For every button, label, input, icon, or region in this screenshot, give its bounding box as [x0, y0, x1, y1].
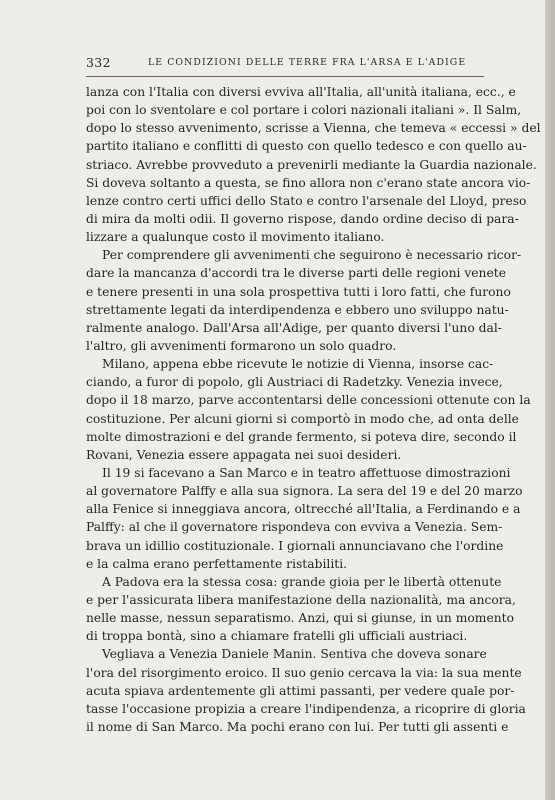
text-line: Per comprendere gli avvenimenti che seguirono è necessario ricor- [102, 248, 522, 263]
text-line: di mira da molti odii. Il governo rispose, dando ordine deciso di para- [86, 211, 519, 226]
text-line: Milano, appena ebbe ricevute le notizie di Vienna, insorse cac- [102, 357, 494, 372]
text-line: molte dimostrazioni e del grande fermento, si poteva dire, secondo il [86, 429, 517, 444]
text-line: acuta spiava ardentemente gli attimi passanti, per vedere quale por- [86, 683, 515, 698]
text-line: alla Fenice si inneggiava ancora, oltrecché all'Italia, a Ferdinando e a [86, 502, 521, 517]
text-line: Rovani, Venezia essere appagata nei suoi desideri. [86, 447, 402, 462]
text-line: ralmente analogo. Dall'Arsa all'Adige, per quanto diversi l'uno dal- [86, 320, 502, 335]
page-header [86, 52, 484, 74]
text-line: striaco. Avrebbe provveduto a prevenirli mediante la Guardia nazionale. [86, 157, 537, 172]
text-line: Palffy: al che il governatore rispondeva con evviva a Venezia. Sem- [86, 520, 503, 535]
text-line: l'altro, gli avvenimenti formarono un solo quadro. [86, 338, 397, 353]
text-line: lanza con l'Italia con diversi evviva all'Italia, all'unità italiana, ecc., e [86, 85, 516, 99]
running-title: LE CONDIZIONI DELLE TERRE FRA L'ARSA E L'ADIGE [148, 57, 467, 68]
text-line: ciando, a furor di popolo, gli Austriaci di Radetzky. Venezia invece, [86, 375, 503, 390]
text-line: dare la mancanza d'accordi tra le diverse parti delle regioni venete [86, 266, 506, 281]
text-line: Il 19 si facevano a San Marco e in teatro affettuose dimostrazioni [102, 465, 511, 480]
header-rule [86, 76, 484, 77]
text-line: e tenere presenti in una sola prospettiva tutti i loro fatti, che furono [86, 284, 511, 299]
body-text [86, 83, 541, 736]
text-line: al governatore Palffy e alla sua signora. La sera del 19 e del 20 marzo [86, 484, 523, 499]
text-line: brava un idillio costituzionale. I giornali annunciavano che l'ordine [86, 538, 504, 553]
page-number: 332 [86, 55, 111, 70]
text-line: costituzione. Per alcuni giorni si comportò in modo che, ad onta delle [86, 411, 519, 426]
text-line: lizzare a qualunque costo il movimento italiano. [86, 230, 385, 245]
text-line: il nome di San Marco. Ma pochi erano con lui. Per tutti gli assenti e [86, 719, 509, 734]
text-line: A Padova era la stessa cosa: grande gioia per le libertà ottenute [102, 574, 502, 589]
text-line: strettamente legati da interdipendenza e ebbero uno sviluppo natu- [86, 302, 509, 317]
text-line: e per l'assicurata libera manifestazione della nazionalità, ma ancora, [86, 592, 516, 607]
page-edge [545, 0, 555, 800]
text-line: e la calma erano perfettamente ristabiliti. [86, 556, 348, 571]
text-line: Si doveva soltanto a questa, se fino allora non c'erano state ancora vio- [86, 175, 531, 190]
text-line: poi con lo sventolare e col portare i colori nazionali italiani ». Il Salm, [86, 103, 522, 118]
text-line: nelle masse, nessun separatismo. Anzi, qui si giunse, in un momento [86, 611, 515, 626]
text-line: di troppa bontà, sino a chiamare fratelli gli ufficiali austriaci. [86, 629, 468, 644]
text-line: dopo il 18 marzo, parve accontentarsi delle concessioni ottenute con la [86, 393, 531, 408]
text-line: tasse l'occasione propizia a creare l'indipendenza, a ricoprire di gloria [86, 701, 526, 716]
text-line: l'ora del risorgimento eroico. Il suo genio cercava la via: la sua mente [86, 665, 522, 680]
text-line: partito italiano e conflitti di questo con quello tedesco e con quello au- [86, 139, 527, 154]
text-line: lenze contro certi uffici dello Stato e contro l'arsenale del Lloyd, preso [86, 193, 527, 208]
text-line: dopo lo stesso avvenimento, scrisse a Vienna, che temeva « eccessi » del [86, 121, 541, 136]
text-line: Vegliava a Venezia Daniele Manin. Sentiva che doveva sonare [102, 647, 487, 662]
